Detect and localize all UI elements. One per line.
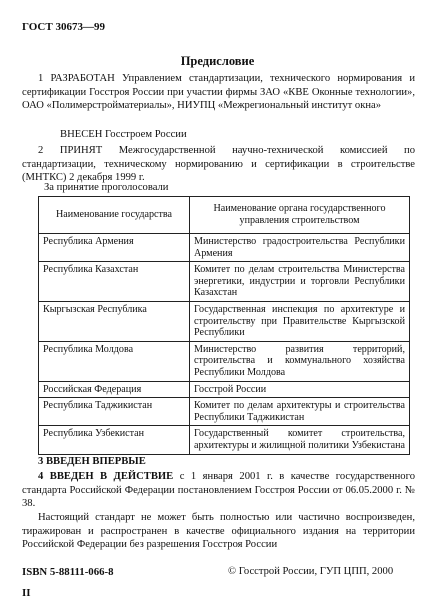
table-cell-state: Республика Узбекистан: [39, 426, 190, 454]
table-cell-state: Республика Казахстан: [39, 262, 190, 302]
page-number: II: [22, 587, 31, 599]
table-row: [39, 341, 410, 381]
item1b-text: Госстроем России: [102, 129, 187, 140]
table-header-state: Наименование государства: [39, 197, 190, 234]
paragraph-adopted: [22, 144, 415, 185]
item1b-label: ВНЕСЕН: [60, 129, 103, 140]
table-row: [39, 398, 410, 426]
table-row: [39, 426, 410, 454]
table-cell-state: Кыргызская Республика: [39, 301, 190, 341]
states-table: [38, 196, 410, 455]
table-row: [39, 301, 410, 341]
table-header-row: [39, 197, 410, 234]
item4-label: 4 ВВЕДЕН В ДЕЙСТВИЕ: [38, 471, 174, 482]
isbn: ISBN 5-88111-066-8: [22, 566, 114, 578]
table-cell-agency: Государственный комитет строительства, архитектуры и жилищной политики Узбекистана: [190, 426, 410, 454]
table-cell-agency: Комитет по делам архитектуры и строительства Республики Таджикистан: [190, 398, 410, 426]
item1-text: Управлением стандартизации, технического нормирования и сертификации Госстроя России при участии фирмы ЗАО «КВЕ Оконные технологии», ОАО «Полимерстройматериалы», НИУПЦ «Межрегиональный институт окна»: [22, 73, 415, 112]
item2-text: Межгосударственной научно-технической комиссией по стандартизации, техническому нормированию и сертификации в строительстве (МНТКС) 2 декабря 1999 г.: [22, 145, 416, 184]
page-title: Предисловие: [180, 54, 255, 68]
table-row: [39, 234, 410, 262]
table-cell-state: Республика Армения: [39, 234, 190, 262]
item1-label: 1 РАЗРАБОТАН: [38, 73, 115, 84]
table-cell-state: Российская Федерация: [39, 381, 190, 398]
paragraph-first-introduced: 3 ВВЕДЕН ВПЕРВЫЕ: [38, 456, 146, 467]
paragraph-developed: [22, 72, 415, 113]
paragraph-introduced: [60, 128, 187, 142]
item2-label: 2 ПРИНЯТ: [38, 145, 103, 156]
table-header-agency: Наименование органа государственного управления строительством: [190, 197, 410, 234]
table-cell-agency: Министерство развития территорий, строительства и коммунального хозяйства Республики Молдова: [190, 341, 410, 381]
paragraph-effective: [22, 470, 415, 511]
document-header: ГОСТ 30673—99: [22, 21, 105, 33]
table-cell-agency: Комитет по делам строительства Министерства энергетики, индустрии и торговли Республики Казахстан: [190, 262, 410, 302]
table-cell-state: Республика Таджикистан: [39, 398, 190, 426]
item4-text: с 1 января 2001 г. в качестве государственного стандарта Российской Федерации постановлением Госстроя России от 06.05.2000 г. № 38.: [22, 471, 415, 510]
table-cell-agency: Государственная инспекция по архитектуре и строительству при Правительстве Кыргызской Республики: [190, 301, 410, 341]
table-cell-agency: Госстрой России: [190, 381, 410, 398]
table-row: [39, 381, 410, 398]
vote-caption: За принятие проголосовали: [44, 182, 169, 193]
copyright: © Госстрой России, ГУП ЦПП, 2000: [228, 566, 394, 577]
table-row: [39, 262, 410, 302]
table-cell-state: Республика Молдова: [39, 341, 190, 381]
table-cell-agency: Министерство градостроительства Республики Армения: [190, 234, 410, 262]
reproduction-notice: Настоящий стандарт не может быть полностью или частично воспроизведен, тиражирован и распространен в качестве официального издания на территории Российской Федерации без разрешения Госстроя России: [22, 512, 415, 551]
